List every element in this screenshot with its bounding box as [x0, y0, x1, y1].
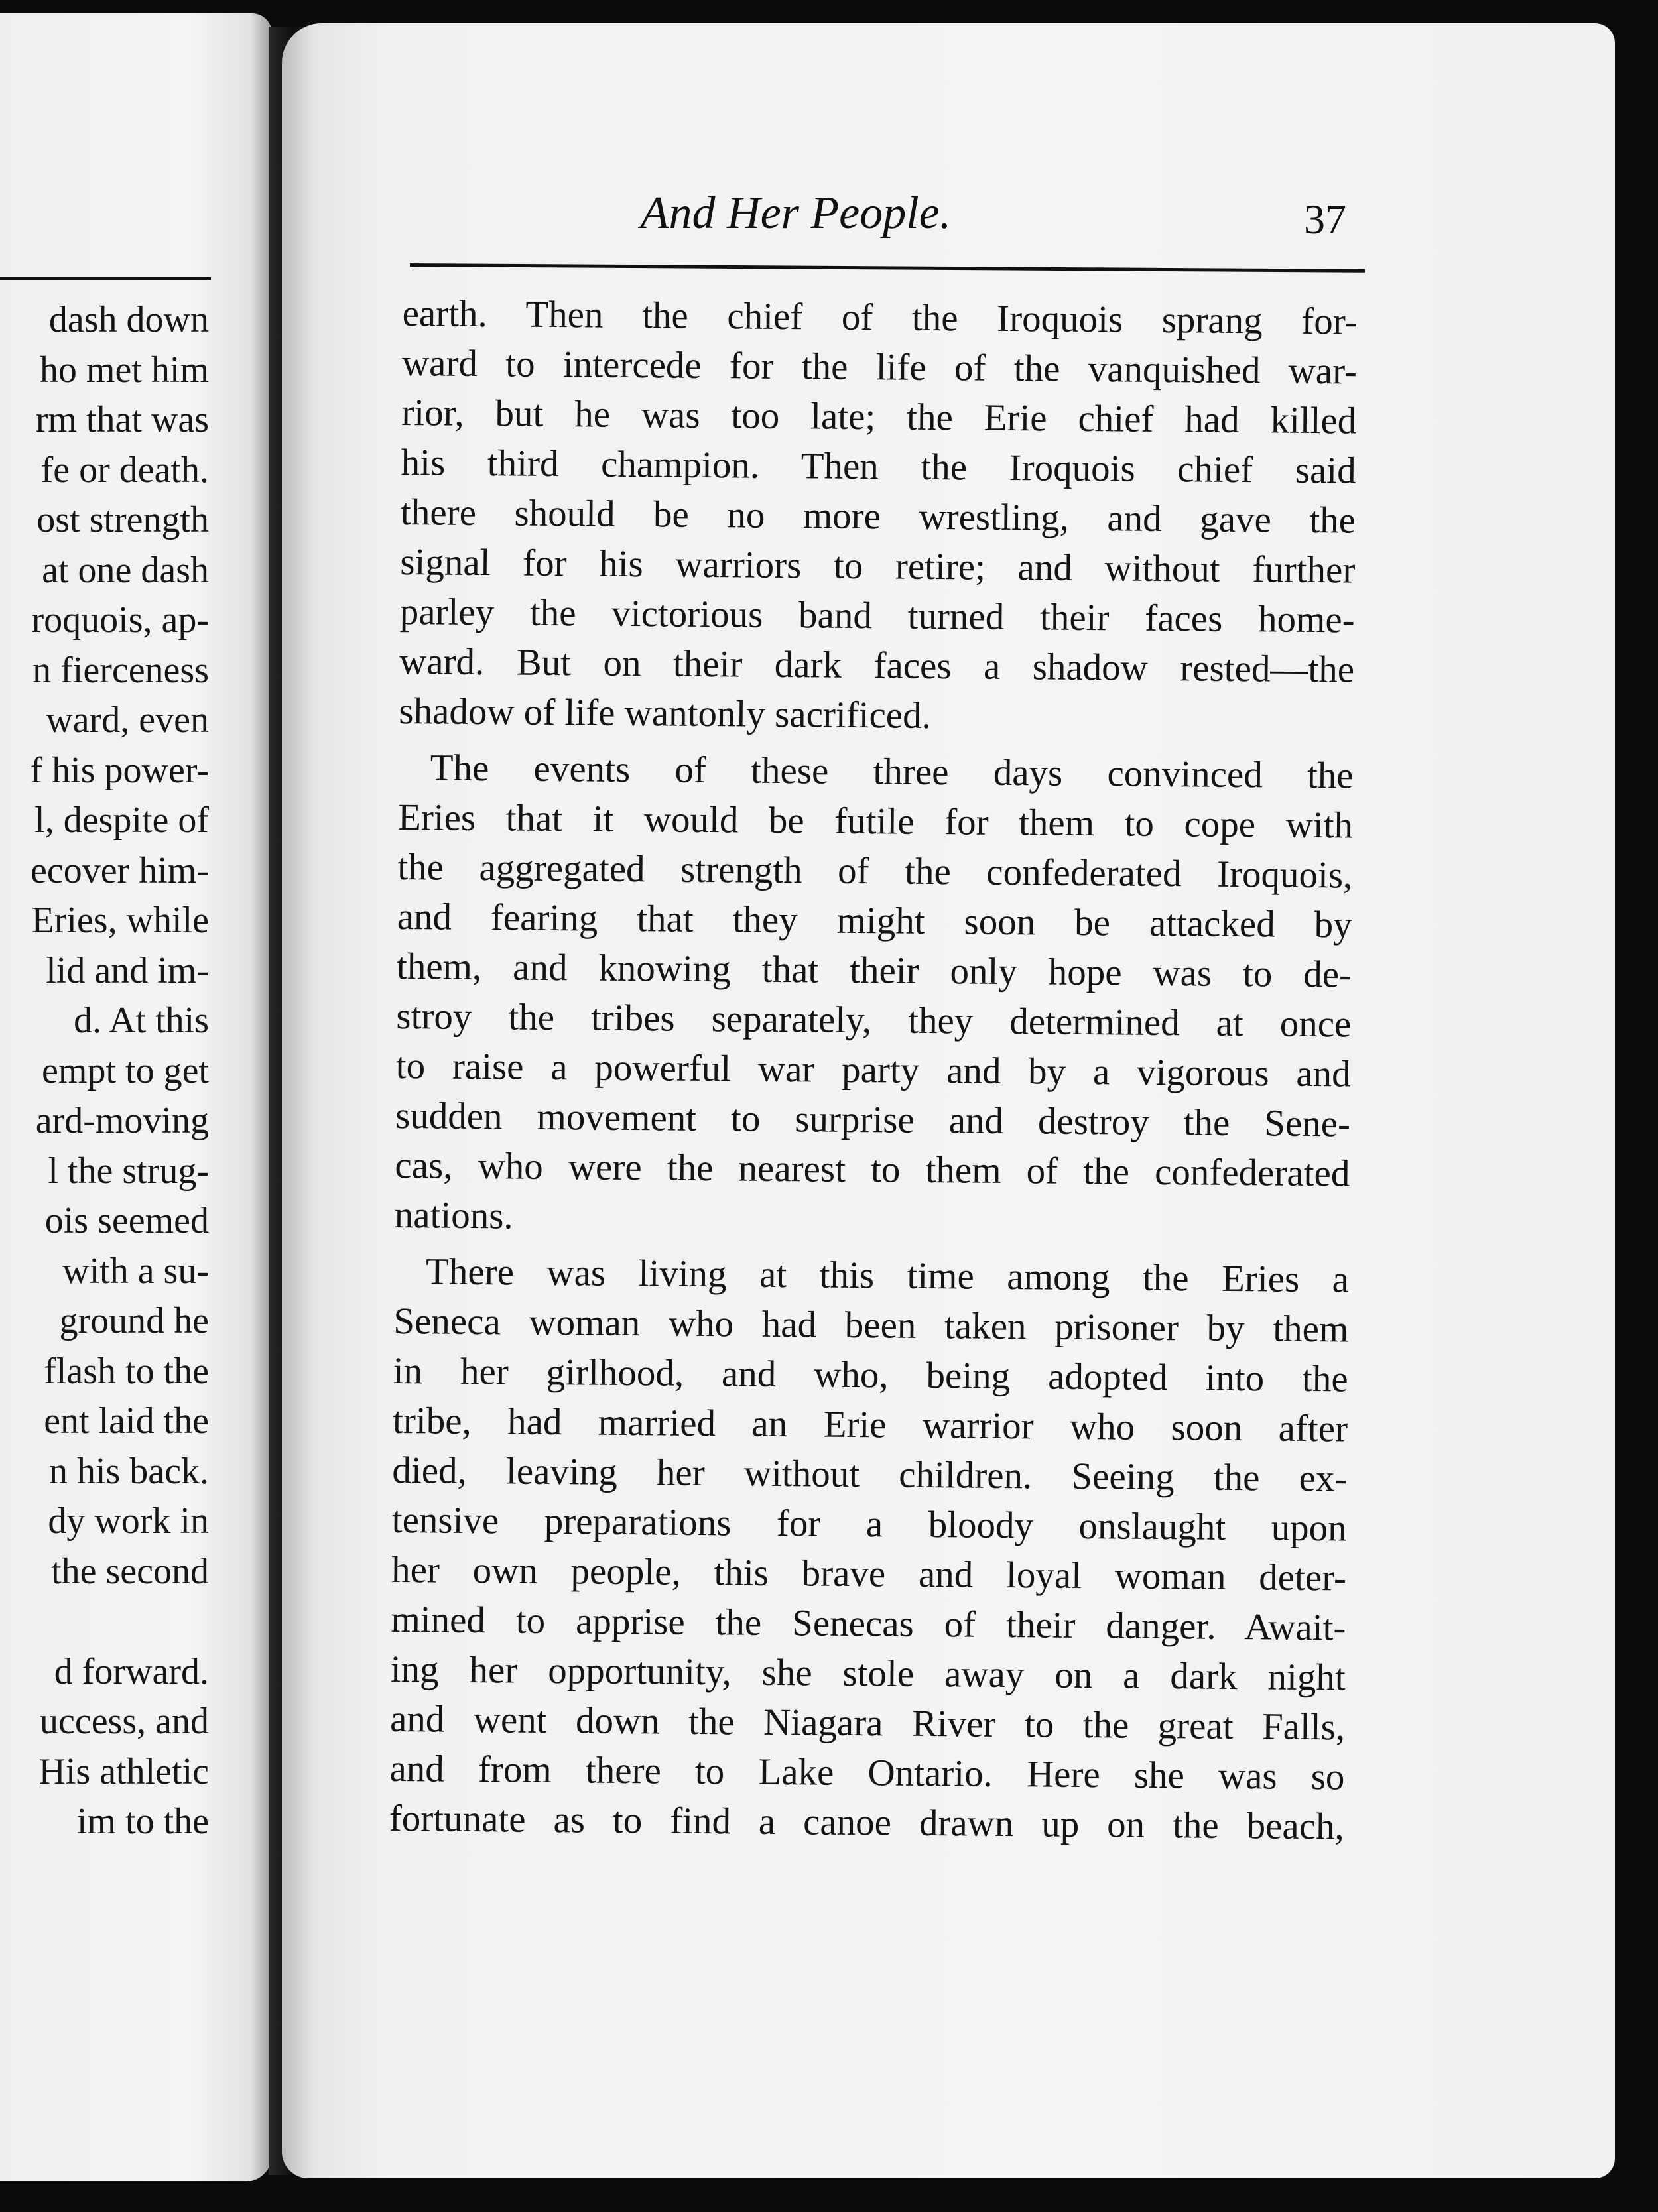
left-line: with a su- — [62, 1250, 209, 1292]
text-line: and from there to Lake Ontario. Here she was so — [389, 1747, 1345, 1798]
text-line: cas, who were the nearest to them of the confederated — [395, 1144, 1350, 1195]
left-line: dy work in — [48, 1501, 209, 1542]
text-line: parley the victorious band turned their faces home- — [399, 590, 1355, 641]
text-line: signal for his warriors to retire; and without further — [400, 540, 1356, 591]
left-line: ent laid the — [44, 1400, 209, 1442]
left-line: rm that was — [35, 399, 209, 440]
left-line: l the strug- — [48, 1150, 209, 1192]
text-line: ward to intercede for the life of the vanquished war- — [401, 341, 1358, 393]
text-line: stroy the tribes separately, they determined at once — [396, 995, 1352, 1046]
left-line: d forward. — [54, 1650, 209, 1692]
left-line: n fierceness — [32, 649, 209, 691]
left-line: the second — [51, 1550, 209, 1592]
running-title: And Her People. — [640, 188, 952, 239]
left-line: ground he — [59, 1300, 209, 1341]
left-line: dash down — [48, 299, 209, 340]
paragraph — [394, 743, 1353, 1249]
left-line: l, despite of — [34, 800, 209, 841]
left-line: at one dash — [42, 549, 209, 591]
text-line: died, leaving her without children. Seeing the ex- — [392, 1449, 1348, 1500]
left-line: ecover him- — [31, 849, 209, 891]
text-line: her own people, this brave and loyal woman deter- — [391, 1548, 1347, 1599]
text-line: rior, but he was too late; the Erie chief had killed — [401, 391, 1357, 442]
text-line: there should be no more wrestling, and gave the — [400, 491, 1356, 542]
text-line: Eries that it would be futile for them to cope with — [397, 796, 1354, 847]
left-line: roquois, ap- — [31, 599, 209, 641]
left-facing-page — [0, 13, 272, 2181]
left-line: Eries, while — [31, 900, 209, 941]
left-line: n his back. — [48, 1450, 209, 1492]
text-line: in her girlhood, and who, being adopted into the — [393, 1349, 1348, 1400]
left-line: uccess, and — [39, 1701, 209, 1742]
text-line: fortunate as to find a canoe drawn up on the beach, — [389, 1797, 1345, 1848]
text-line: There was living at this time among the Eries a — [425, 1251, 1350, 1301]
text-line: ward. But on their dark faces a shadow rested—the — [399, 640, 1355, 691]
text-line: tribe, had married an Erie warrior who soon after — [392, 1399, 1348, 1450]
left-header-rule — [0, 277, 211, 280]
text-line: the aggregated strength of the confederated Iroquois, — [397, 845, 1353, 896]
left-line — [0, 1597, 209, 1647]
text-line: ing her opportunity, she stole away on a dark night — [390, 1648, 1346, 1699]
running-header — [414, 187, 1356, 260]
paragraph — [389, 1247, 1350, 1852]
text-line: earth. Then the chief of the Iroquois sprang for- — [402, 292, 1358, 343]
left-line: flash to the — [44, 1350, 209, 1392]
left-line: ward, even — [46, 700, 209, 741]
text-line: and went down the Niagara River to the great Falls, — [389, 1697, 1346, 1749]
text-line: Seneca woman who had been taken prisoner by them — [393, 1300, 1349, 1351]
page-number: 37 — [1304, 196, 1346, 243]
text-line: his third champion. Then the Iroquois chief said — [401, 441, 1356, 492]
left-line: ho met him — [39, 349, 209, 391]
left-line: ois seemed — [44, 1200, 209, 1241]
left-line: im to the — [76, 1801, 209, 1842]
text-line: mined to apprise the Senecas of their danger. Await- — [391, 1598, 1346, 1649]
left-line: ost strength — [36, 499, 209, 540]
paragraph — [399, 288, 1358, 745]
left-line: fe or death. — [40, 449, 209, 491]
text-line: and fearing that they might soon be attacked by — [397, 895, 1352, 946]
text-line: tensive preparations for a bloody onslaught upon — [391, 1499, 1348, 1550]
text-line: them, and knowing that their only hope was to de- — [396, 945, 1352, 996]
text-line: to raise a powerful war party and by a vigorous and — [395, 1044, 1351, 1095]
left-line: lid and im- — [46, 950, 209, 991]
text-line: nations. — [394, 1194, 513, 1237]
text-line: shadow of life wantonly sacrificed. — [399, 690, 932, 737]
left-line: ard-moving — [35, 1100, 209, 1141]
text-line: sudden movement to surprise and destroy the Sene- — [395, 1094, 1351, 1145]
text-line: The events of these three days convinced the — [430, 747, 1354, 797]
left-line: His athletic — [38, 1751, 209, 1792]
left-line: empt to get — [42, 1050, 209, 1091]
body-text — [389, 288, 1358, 1851]
left-page-text — [0, 295, 209, 1847]
left-line: d. At this — [74, 1000, 209, 1041]
left-line: f his power- — [30, 749, 209, 791]
